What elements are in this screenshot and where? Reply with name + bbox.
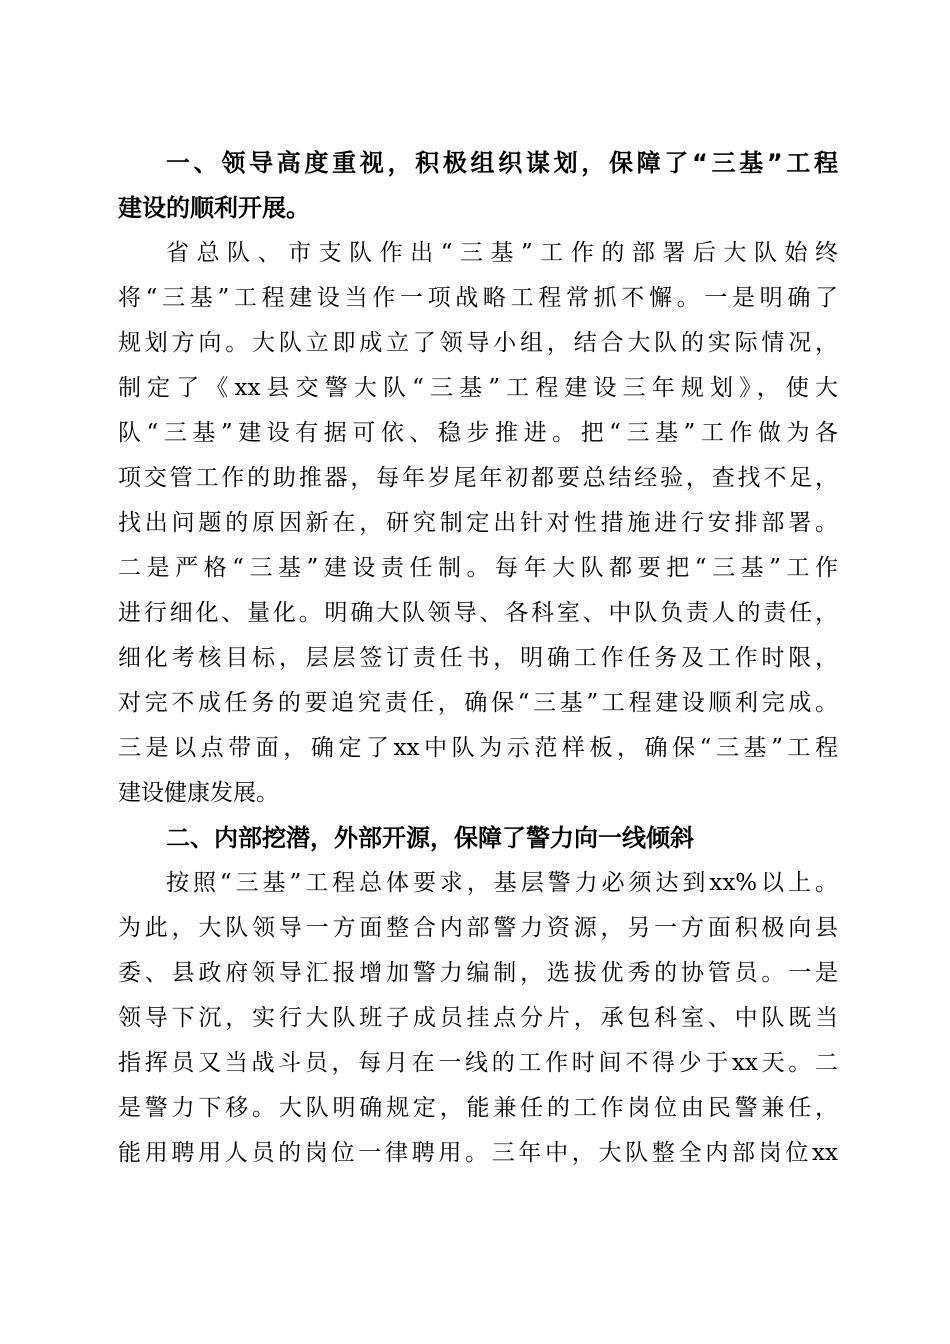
paragraph-line: 对完不成任务的要追究责任，确保“三基”工程建设顺利完成。 [118, 690, 838, 716]
paragraph-line: 二是严格“三基”建设责任制。每年大队都要把“三基”工作 [118, 555, 838, 581]
paragraph-line: 按照“三基”工程总体要求，基层警力必须达到xx%以上。 [166, 870, 838, 896]
paragraph-line: 能用聘用人员的岗位一律聘用。三年中，大队整全内部岗位xx [118, 1140, 838, 1166]
paragraph-line: 领导下沉，实行大队班子成员挂点分片，承包科室、中队既当 [118, 1005, 838, 1031]
paragraph-line: 规划方向。大队立即成立了领导小组，结合大队的实际情况， [118, 330, 838, 356]
paragraph-line: 委、县政府领导汇报增加警力编制，选拔优秀的协管员。一是 [118, 960, 838, 986]
paragraph-line: 队“三基”建设有据可依、稳步推进。把“三基”工作做为各 [118, 420, 838, 446]
paragraph-line: 将“三基”工程建设当作一项战略工程常抓不懈。一是明确了 [118, 285, 838, 311]
paragraph-line: 指挥员又当战斗员，每月在一线的工作时间不得少于xx天。二 [118, 1050, 838, 1076]
paragraph-line: 为此，大队领导一方面整合内部警力资源，另一方面积极向县 [118, 915, 838, 941]
paragraph-line: 建设健康发展。 [118, 780, 279, 806]
section-1-heading-line-1: 一、领导高度重视，积极组织谋划，保障了“三基”工程 [166, 149, 838, 177]
paragraph-line: 是警力下移。大队明确规定，能兼任的工作岗位由民警兼任， [118, 1095, 838, 1121]
paragraph-line: 省总队、市支队作出“三基”工作的部署后大队始终 [166, 240, 838, 266]
paragraph-line: 项交管工作的助推器，每年岁尾年初都要总结经验，查找不足， [118, 465, 838, 491]
paragraph-line: 找出问题的原因新在，研究制定出针对性措施进行安排部署。 [118, 510, 838, 536]
paragraph-line: 进行细化、量化。明确大队领导、各科室、中队负责人的责任， [118, 600, 838, 626]
paragraph-line: 制定了《xx县交警大队“三基”工程建设三年规划》，使大 [118, 375, 838, 401]
paragraph-line: 细化考核目标，层层签订责任书，明确工作任务及工作时限， [118, 645, 838, 671]
paragraph-line: 三是以点带面，确定了xx中队为示范样板，确保“三基”工程 [118, 735, 838, 761]
section-1-heading-line-2: 建设的顺利开展。 [118, 194, 310, 222]
section-2-heading: 二、内部挖潜，外部开源，保障了警力向一线倾斜 [166, 824, 694, 852]
